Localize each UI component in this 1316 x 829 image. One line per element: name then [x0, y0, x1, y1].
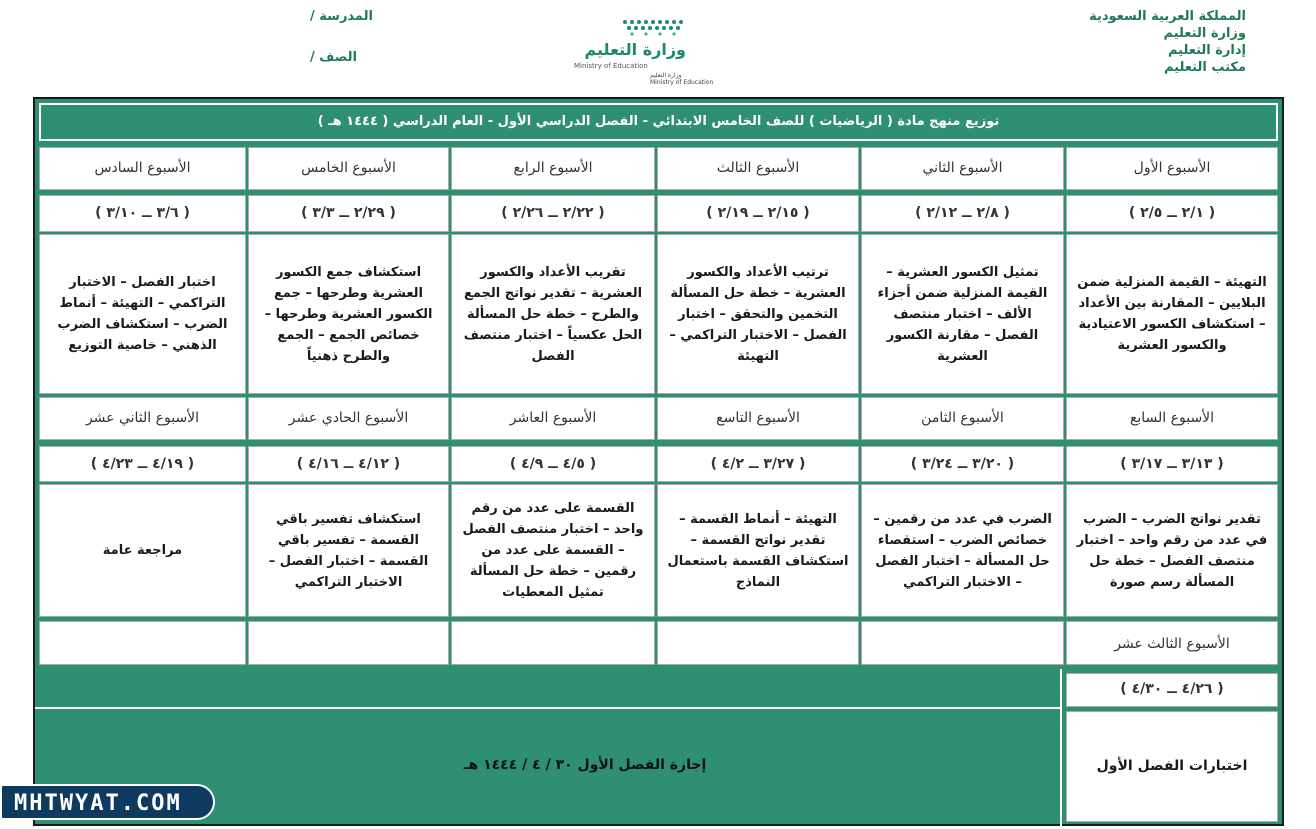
- divider: [35, 707, 1060, 709]
- school-label: المدرسة /: [310, 9, 373, 24]
- week-7-dates: ( ٣/١٣ ــ ٣/١٧ ): [1066, 446, 1278, 482]
- site-watermark: MHTWYAT.COM: [0, 784, 215, 820]
- week-12-dates: ( ٤/١٩ ــ ٤/٢٣ ): [39, 446, 246, 482]
- week-12-header: الأسبوع الثاني عشر: [39, 397, 246, 440]
- week-11-header: الأسبوع الحادي عشر: [248, 397, 449, 440]
- week-1-content: التهيئة – القيمة المنزلية ضمن البلايين – المقارنة بين الأعداد – استكشاف الكسور الاعتيادية والكسور العشرية: [1066, 234, 1278, 394]
- week-13-header: الأسبوع الثالث عشر: [1066, 621, 1278, 665]
- week-3-content: ترتيب الأعداد والكسور العشرية – خطة حل المسألة التخمين والتحقق – اختبار الفصل – الاختبار التراكمي – التهيئة: [657, 234, 859, 394]
- school-info: [310, 8, 390, 90]
- empty-cell: [451, 621, 655, 665]
- week-4-header: الأسبوع الرابع: [451, 147, 655, 190]
- week-2-dates: ( ٢/٨ ــ ٢/١٢ ): [861, 195, 1064, 232]
- week-7-content: تقدير نواتج الضرب – الضرب في عدد من رقم واحد – اختبار منتصف الفصل – خطة حل المسألة رسم صورة: [1066, 484, 1278, 617]
- logo-arabic: وزارة التعليم: [584, 40, 686, 59]
- week-7-header: الأسبوع السابع: [1066, 397, 1278, 440]
- week-6-content: اختبار الفصل – الاختبار التراكمي – التهيئة – أنماط الضرب – استكشاف الضرب الذهني – خاصية التوزيع: [39, 234, 246, 394]
- empty-cell: [39, 621, 246, 665]
- org-header: [1046, 8, 1246, 76]
- logo-tiny-en: Ministry of Education: [650, 79, 714, 86]
- week-11-dates: ( ٤/١٢ ــ ٤/١٦ ): [248, 446, 449, 482]
- logo-small-text: [650, 72, 713, 86]
- week-2-content: تمثيل الكسور العشرية – القيمة المنزلية ضمن أجزاء الألف – اختبار منتصف الفصل – مقارنة الكسور العشرية: [861, 234, 1064, 394]
- ministry-logo: [570, 14, 720, 94]
- empty-cell: [248, 621, 449, 665]
- empty-cell: [861, 621, 1064, 665]
- curriculum-table: [33, 97, 1284, 826]
- holiday-text: إجازة الفصل الأول ٣٠ / ٤ / ١٤٤٤ هـ: [463, 757, 707, 773]
- week-2-header: الأسبوع الثاني: [861, 147, 1064, 190]
- week-8-header: الأسبوع الثامن: [861, 397, 1064, 440]
- week-4-dates: ( ٢/٢٢ ــ ٢/٢٦ ): [451, 195, 655, 232]
- week-9-content: التهيئة – أنماط القسمة – تقدير نواتج القسمة – استكشاف القسمة باستعمال النماذج: [657, 484, 859, 617]
- logo-tiny-ar: وزارة التعليم: [650, 72, 682, 79]
- empty-cell: [657, 621, 859, 665]
- logo-dots-icon: [620, 18, 690, 36]
- org-line-3: إدارة التعليم: [1167, 43, 1246, 58]
- week-1-dates: ( ٢/١ ــ ٢/٥ ): [1066, 195, 1278, 232]
- logo-english: Ministry of Education: [574, 62, 648, 70]
- week-4-content: تقريب الأعداد والكسور العشرية – تقدير نواتج الجمع والطرح – خطة حل المسألة الحل عكسياً – اختبار منتصف الفصل: [451, 234, 655, 394]
- week-10-header: الأسبوع العاشر: [451, 397, 655, 440]
- week-8-content: الضرب في عدد من رقمين – خصائص الضرب – استقصاء حل المسألة – اختبار الفصل – الاختبار التراكمي: [861, 484, 1064, 617]
- table-title: توزيع منهج مادة ( الرياضيات ) للصف الخامس الابتدائي - الفصل الدراسي الأول - العام الدراسي ( ١٤٤٤ هـ ): [39, 103, 1278, 141]
- week-6-header: الأسبوع السادس: [39, 147, 246, 190]
- org-line-2: وزارة التعليم: [1163, 26, 1246, 41]
- week-12-content: مراجعة عامة: [39, 484, 246, 617]
- week-5-dates: ( ٢/٢٩ ــ ٣/٣ ): [248, 195, 449, 232]
- week-9-header: الأسبوع التاسع: [657, 397, 859, 440]
- week-9-dates: ( ٣/٢٧ ــ ٤/٢ ): [657, 446, 859, 482]
- week-10-dates: ( ٤/٥ ــ ٤/٩ ): [451, 446, 655, 482]
- divider: [1060, 669, 1062, 828]
- week-8-dates: ( ٣/٢٠ ــ ٣/٢٤ ): [861, 446, 1064, 482]
- org-line-4: مكتب التعليم: [1164, 60, 1246, 75]
- week-5-header: الأسبوع الخامس: [248, 147, 449, 190]
- org-line-1: المملكة العربية السعودية: [1089, 9, 1246, 24]
- week-1-header: الأسبوع الأول: [1066, 147, 1278, 190]
- week-10-content: القسمة على عدد من رقم واحد – اختبار منتصف الفصل – القسمة على عدد من رقمين – خطة حل المسألة تمثيل المعطيات: [451, 484, 655, 617]
- week-13-content: اختبارات الفصل الأول: [1066, 711, 1278, 822]
- week-13-dates: ( ٤/٢٦ ــ ٤/٣٠ ): [1066, 673, 1278, 707]
- week-3-header: الأسبوع الثالث: [657, 147, 859, 190]
- week-3-dates: ( ٢/١٥ ــ ٢/١٩ ): [657, 195, 859, 232]
- week-11-content: استكشاف تفسير باقي القسمة – تفسير باقي القسمة – اختبار الفصل – الاختبار التراكمي: [248, 484, 449, 617]
- week-5-content: استكشاف جمع الكسور العشرية وطرحها – جمع الكسور العشرية وطرحها – خصائص الجمع – الجمع والطرح ذهنياً: [248, 234, 449, 394]
- class-label: الصف /: [310, 50, 357, 65]
- week-6-dates: ( ٣/٦ ــ ٣/١٠ ): [39, 195, 246, 232]
